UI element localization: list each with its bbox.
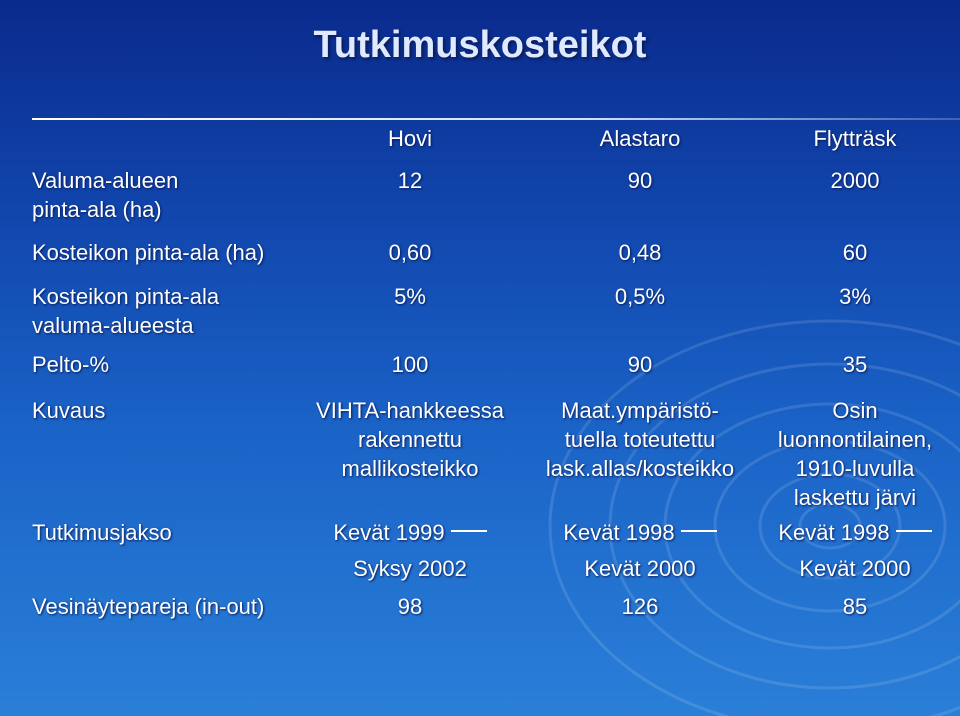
row-label-kuvaus: Kuvaus	[32, 398, 106, 423]
table-cell: 85	[842, 594, 868, 619]
table-cell: Kevät 1998	[760, 518, 950, 547]
row-label-kosteikon-ala: Kosteikon pinta-ala (ha)	[32, 240, 265, 265]
table-cell: 126	[621, 594, 659, 619]
column-header-flytrask: Flytträsk	[813, 126, 897, 151]
title-divider	[32, 118, 960, 120]
table-cell: 0,60	[388, 240, 432, 265]
table-cell: 100	[391, 352, 429, 377]
table-cell: Maat.ympäristö- tuella toteutettu lask.allas/kosteikko	[545, 398, 735, 481]
column-header-alastaro: Alastaro	[599, 126, 681, 151]
row-label-pelto: Pelto-%	[32, 352, 110, 377]
page-title: Tutkimuskosteikot	[313, 24, 647, 66]
table-cell: 90	[627, 168, 653, 193]
table-cell: 12	[397, 168, 423, 193]
table-cell: 0,5%	[614, 284, 666, 309]
table-cell: Osin luonnontilainen, 1910-luvulla laskettu järvi	[777, 398, 933, 510]
row-label-kosteikon-osuus: Kosteikon pinta-ala valuma-alueesta	[32, 284, 220, 338]
table-cell: Kevät 1998	[540, 518, 740, 547]
table-cell: 60	[842, 240, 868, 265]
table-cell: 90	[627, 352, 653, 377]
table-cell: 35	[842, 352, 868, 377]
table-cell: 3%	[839, 284, 871, 309]
dash-separator	[896, 530, 932, 532]
table-cell: VIHTA-hankkeessa rakennettu mallikosteikko	[316, 398, 504, 481]
column-header-hovi: Hovi	[387, 126, 432, 151]
table-cell: Syksy 2002	[353, 556, 467, 581]
table-cell: 5%	[394, 284, 426, 309]
row-label-valuma-alueen: Valuma-alueen pinta-ala (ha)	[32, 168, 179, 222]
dash-separator	[681, 530, 717, 532]
table-cell: 2000	[830, 168, 880, 193]
table-cell: 98	[397, 594, 423, 619]
row-label-vesinaytepareja: Vesinäytepareja (in-out)	[32, 594, 265, 619]
table-cell: Kevät 2000	[584, 556, 696, 581]
table-cell: 0,48	[618, 240, 662, 265]
dash-separator	[451, 530, 487, 532]
table-cell: Kevät 2000	[799, 556, 911, 581]
row-label-tutkimusjakso: Tutkimusjakso	[32, 520, 172, 545]
table-cell: Kevät 1999	[310, 518, 510, 547]
